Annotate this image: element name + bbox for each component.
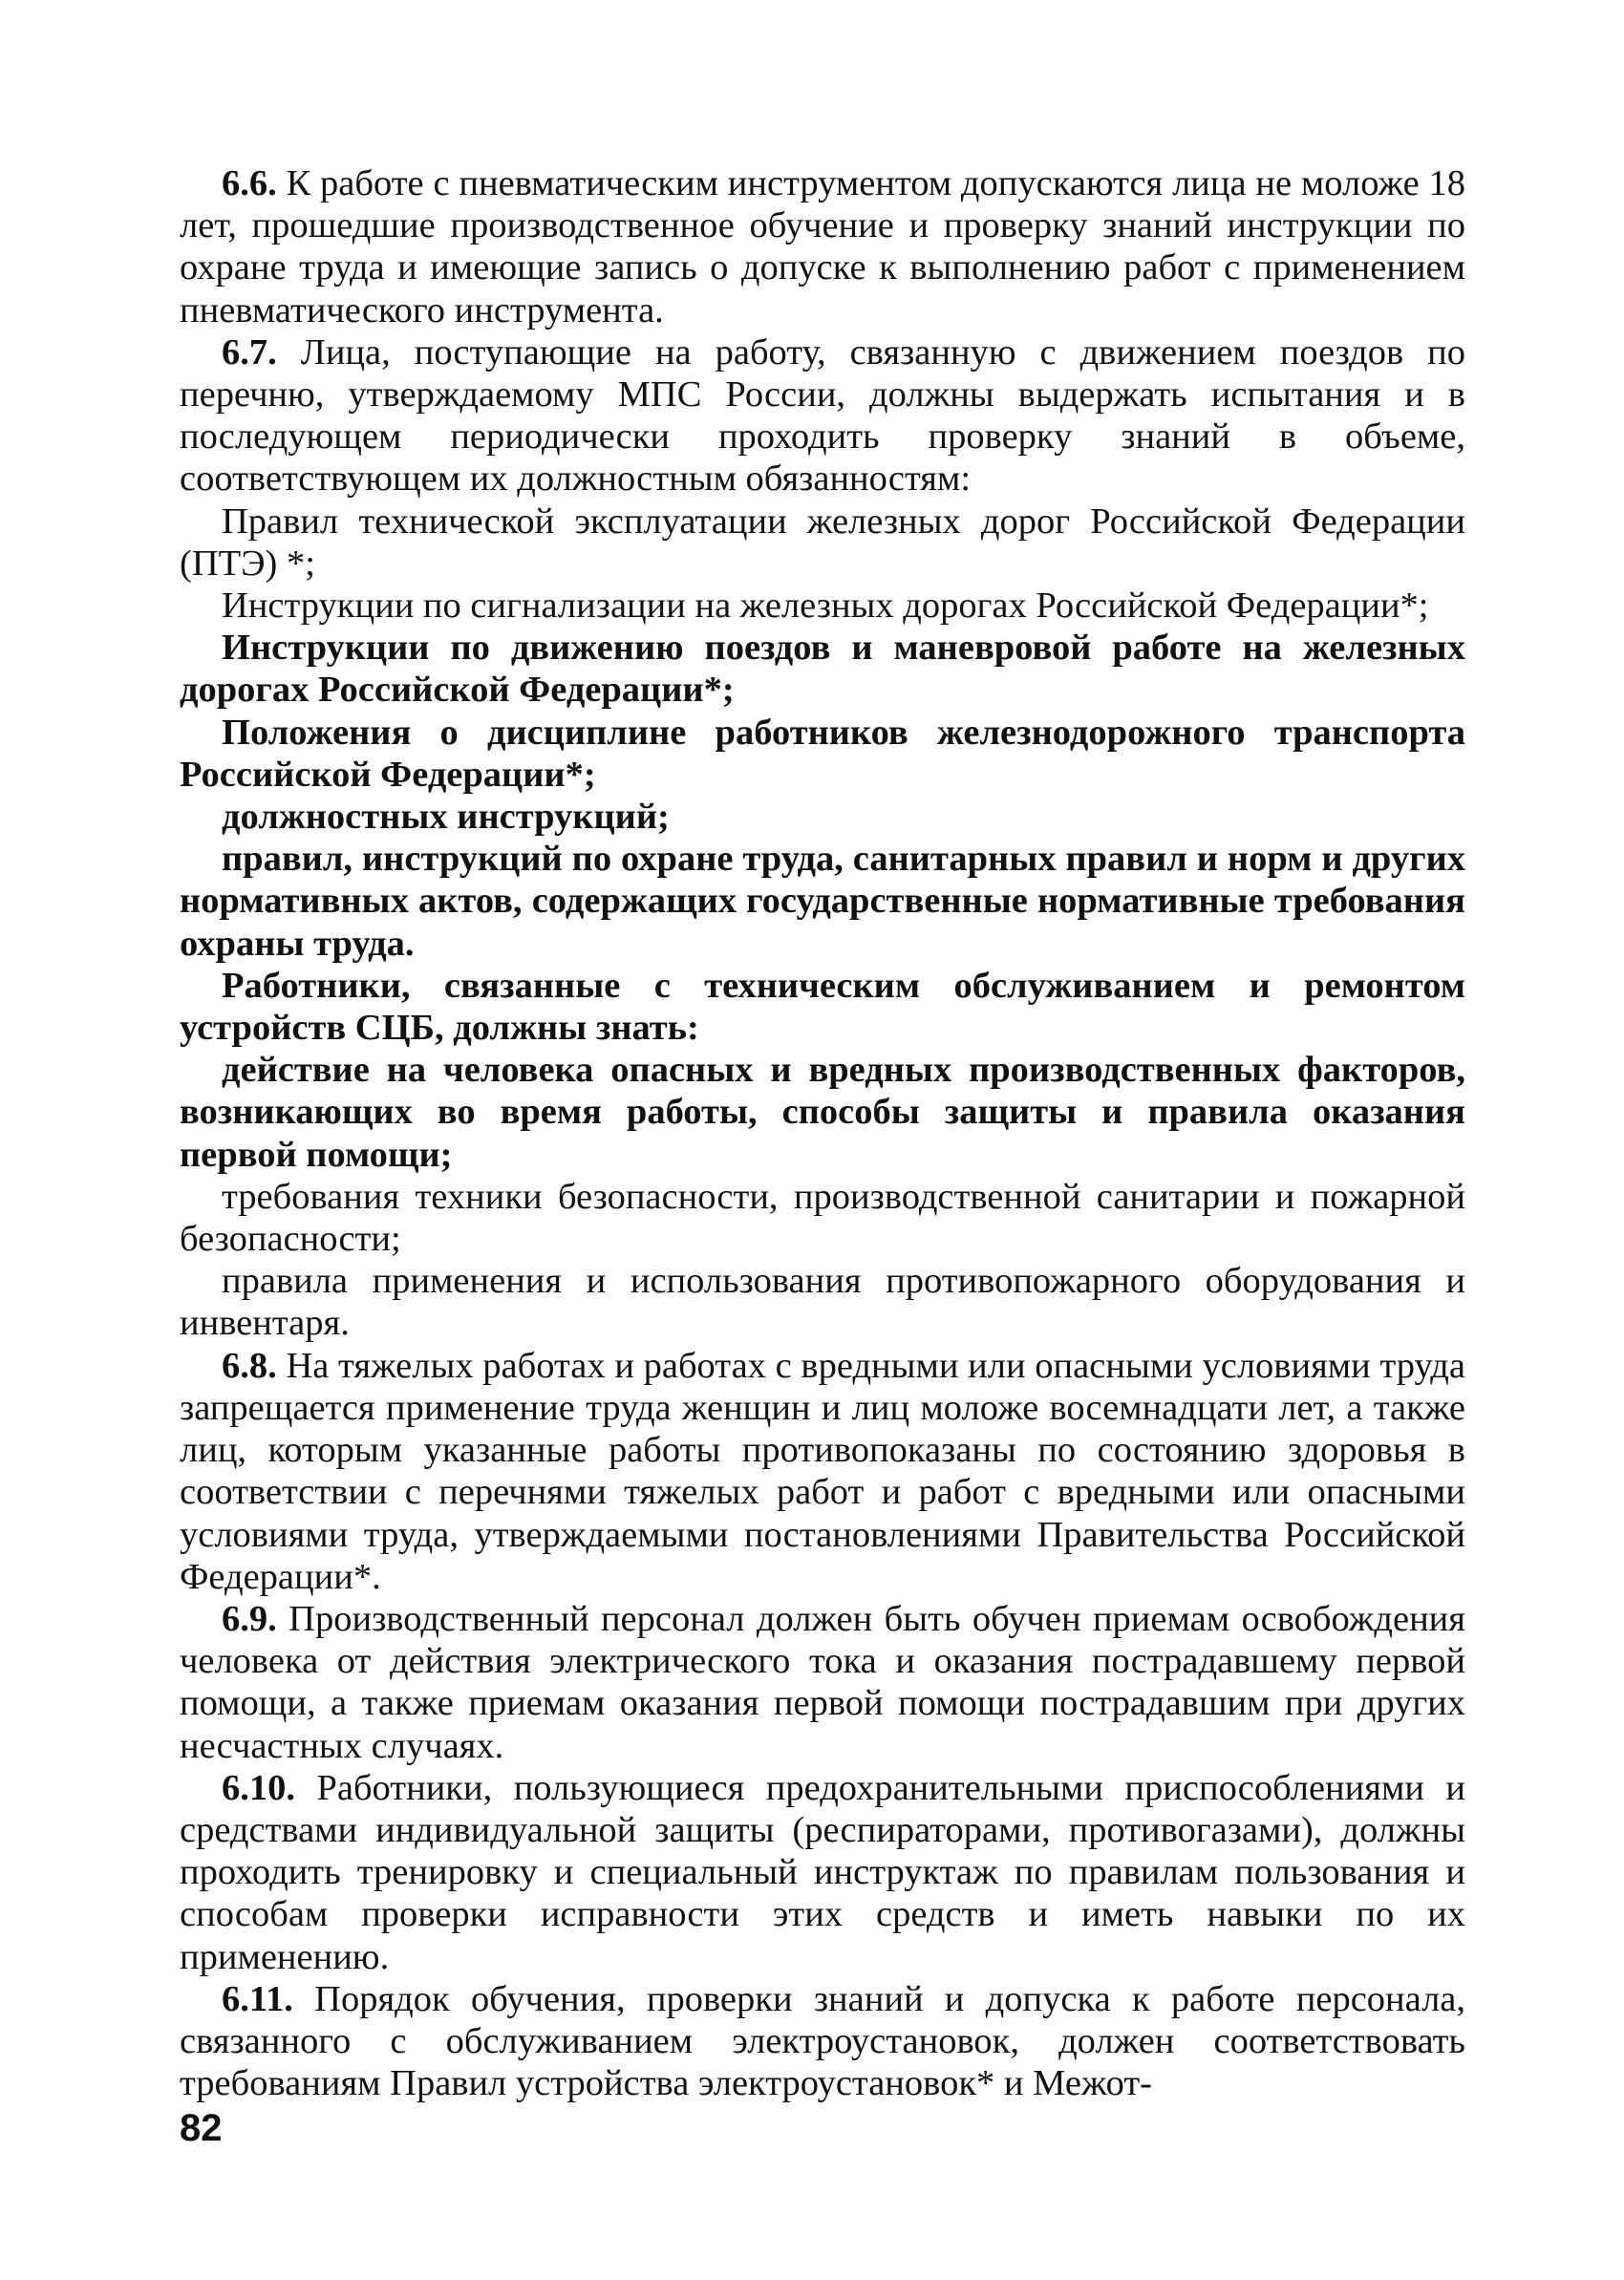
clause-number: 6.11. bbox=[222, 1978, 293, 2019]
paragraph-6-9 bbox=[180, 1598, 1465, 1767]
paragraph-text: Порядок обучения, проверки знаний и допуска к работе персонала, связанного с обслуживанием электроустановок, должен соответствовать требованиям Правил устройства электроустановок* и Межот- bbox=[180, 1978, 1465, 2104]
paragraph-6-11 bbox=[180, 1978, 1465, 2105]
page-number: 82 bbox=[180, 2107, 223, 2149]
paragraph-text: Производственный персонал должен быть обучен приемам освобождения человека от действия электрического тока и оказания пострадавшему первой помощи, а также приемам оказания первой помощи пострадавшим при других несчастных случаях. bbox=[180, 1598, 1465, 1766]
clause-number: 6.8. bbox=[222, 1345, 277, 1386]
paragraph-6-8 bbox=[180, 1345, 1465, 1598]
paragraph-6-10 bbox=[180, 1767, 1465, 1978]
list-item-train-movement: Инструкции по движению поездов и маневровой работе на железных дорогах Российской Федерации*; bbox=[180, 628, 1465, 711]
document-body bbox=[180, 162, 1465, 2130]
list-item-safety-requirements: требования техники безопасности, производственной санитарии и пожарной безопасности; bbox=[180, 1176, 1465, 1260]
list-item-pte: Правил технической эксплуатации железных дорог Российской Федерации (ПТЭ) *; bbox=[180, 501, 1465, 584]
clause-number: 6.9. bbox=[222, 1598, 277, 1639]
paragraph-6-6 bbox=[180, 162, 1465, 331]
clause-number: 6.6. bbox=[222, 163, 277, 203]
paragraph-scb-workers: Работники, связанные с техническим обслуживанием и ремонтом устройств СЦБ, должны знать: bbox=[180, 965, 1465, 1049]
list-item-hazard-factors: действие на человека опасных и вредных производственных факторов, возникающих во время работы, способы защиты и правила оказания первой помощи; bbox=[180, 1050, 1465, 1175]
list-item-fire-equipment: правила применения и использования противопожарного оборудования и инвентаря. bbox=[180, 1261, 1465, 1344]
list-item-job-instructions: должностных инструкций; bbox=[222, 797, 670, 838]
list-item-discipline: Положения о дисциплине работников железнодорожного транспорта Российской Федерации*; bbox=[180, 712, 1465, 795]
paragraph-text: Лица, поступающие на работу, связанную с движением поездов по перечню, утверждаемому МПС России, должны выдержать испытания и в последующем периодически проходить проверку знаний в объеме, соответствующем их должностным обязанностям: bbox=[180, 331, 1465, 500]
clause-number: 6.7. bbox=[222, 331, 277, 373]
list-item-signalling: Инструкции по сигнализации на железных дорогах Российской Федерации*; bbox=[222, 586, 1429, 627]
paragraph-text: К работе с пневматическим инструментом допускаются лица не моложе 18 лет, прошедшие производственное обучение и проверку знаний инструкции по охране труда и имеющие запись о допуске к выполнению работ с применением пневматического инструмента. bbox=[180, 163, 1465, 330]
paragraph-text: Работники, пользующиеся предохранительными приспособлениями и средствами индивидуальной защиты (респираторами, противогазами), должны проходить тренировку и специальный инструктаж по правилам пользования и способам проверки исправности этих средств и иметь навыки по их применению. bbox=[180, 1767, 1465, 1977]
paragraph-6-7 bbox=[180, 331, 1465, 501]
paragraph-text: На тяжелых работах и работах с вредными или опасными условиями труда запрещается применение труда женщин и лиц моложе восемнадцати лет, а также лиц, которым указанные работы противопоказаны по состоянию здоровья в соответствии с перечнями тяжелых работ и работ с вредными или опасными условиями труда, утверждаемыми постановлениями Правительства Российской Федерации*. bbox=[180, 1345, 1465, 1597]
clause-number: 6.10. bbox=[222, 1767, 295, 1808]
list-item-safety-rules: правил, инструкций по охране труда, санитарных правил и норм и других нормативных актов, содержащих государственные нормативные требования охраны труда. bbox=[180, 839, 1465, 964]
